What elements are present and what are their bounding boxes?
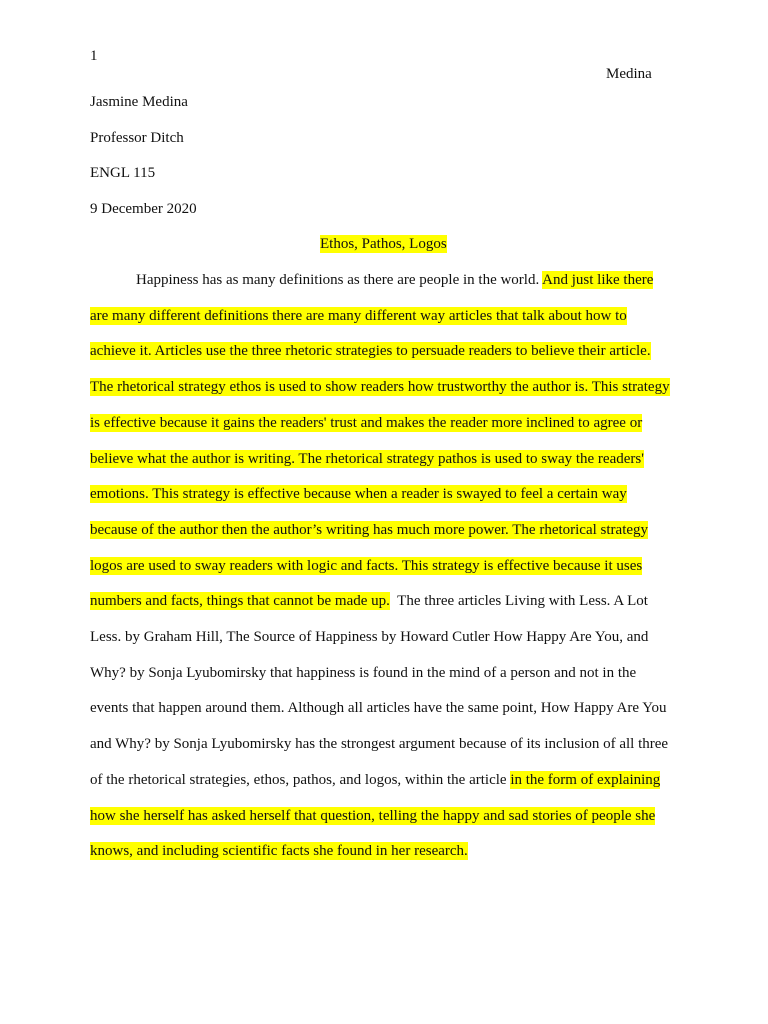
- page-number: 1: [90, 48, 98, 64]
- highlighted-text: because of the author then the author’s writing has much more power. The rhetorical strategy: [90, 521, 649, 538]
- body-text: of the rhetorical strategies, ethos, pathos, and logos, within the article: [90, 771, 511, 788]
- body-line: [90, 341, 651, 361]
- body-line: [90, 627, 648, 647]
- body-line: [90, 770, 660, 790]
- highlighted-text: believe what the author is writing. The rhetorical strategy pathos is used to sway the readers': [90, 450, 644, 467]
- highlighted-text: emotions. This strategy is effective because when a reader is swayed to feel a certain way: [90, 486, 627, 503]
- running-head: Medina: [606, 66, 652, 82]
- body-text: Less. by Graham Hill, The Source of Happiness by Howard Cutler How Happy Are You, and: [90, 629, 649, 645]
- body-line: [90, 663, 636, 683]
- body-line: [90, 484, 627, 504]
- body-line: [90, 734, 668, 754]
- body-text: events that happen around them. Although all articles have the same point, How Happy Are You: [90, 700, 667, 717]
- body-line: [90, 413, 642, 433]
- body-text: Happiness has as many definitions as there are people in the world.: [136, 272, 543, 288]
- body-line: [90, 556, 642, 576]
- body-line: [136, 270, 653, 290]
- body-text: Why? by Sonja Lyubomirsky that happiness is found in the mind of a person and not in the: [90, 664, 637, 681]
- highlighted-text: is effective because it gains the readers' trust and makes the reader more inclined to agree or: [90, 414, 643, 431]
- highlighted-text: The rhetorical strategy ethos is used to show readers how trustworthy the author is. This strategy: [90, 379, 670, 396]
- essay-title: [320, 234, 447, 254]
- highlighted-text: knows, and including scientific facts she found in her research.: [90, 843, 468, 860]
- body-line: [90, 841, 468, 861]
- highlighted-text: And just like there: [542, 272, 654, 288]
- submission-date: 9 December 2020: [90, 201, 197, 217]
- course-name: ENGL 115: [90, 165, 156, 181]
- author-name: Jasmine Medina: [90, 94, 188, 110]
- highlighted-text: logos are used to sway readers with logic and facts. This strategy is effective because it uses: [90, 557, 643, 574]
- body-text: and Why? by Sonja Lyubomirsky has the strongest argument because of its inclusion of all three: [90, 736, 669, 753]
- body-line: [90, 306, 627, 326]
- body-line: [90, 591, 648, 611]
- body-line: [90, 806, 655, 826]
- body-line: [90, 698, 667, 718]
- body-line: [90, 520, 648, 540]
- body-line: [90, 377, 670, 397]
- highlighted-text: how she herself has asked herself that question, telling the happy and sad stories of people she: [90, 807, 656, 824]
- highlighted-text: are many different definitions there are many different way articles that talk about how to: [90, 307, 627, 324]
- highlighted-text: numbers and facts, things that cannot be made up.: [90, 593, 390, 610]
- highlighted-text: in the form of explaining: [510, 771, 661, 788]
- professor-name: Professor Ditch: [90, 130, 184, 146]
- body-text: The three articles Living with Less. A Lot: [389, 593, 648, 610]
- body-line: [90, 449, 644, 469]
- title-highlight: Ethos, Pathos, Logos: [320, 236, 447, 252]
- highlighted-text: achieve it. Articles use the three rhetoric strategies to persuade readers to believe their article.: [90, 343, 651, 360]
